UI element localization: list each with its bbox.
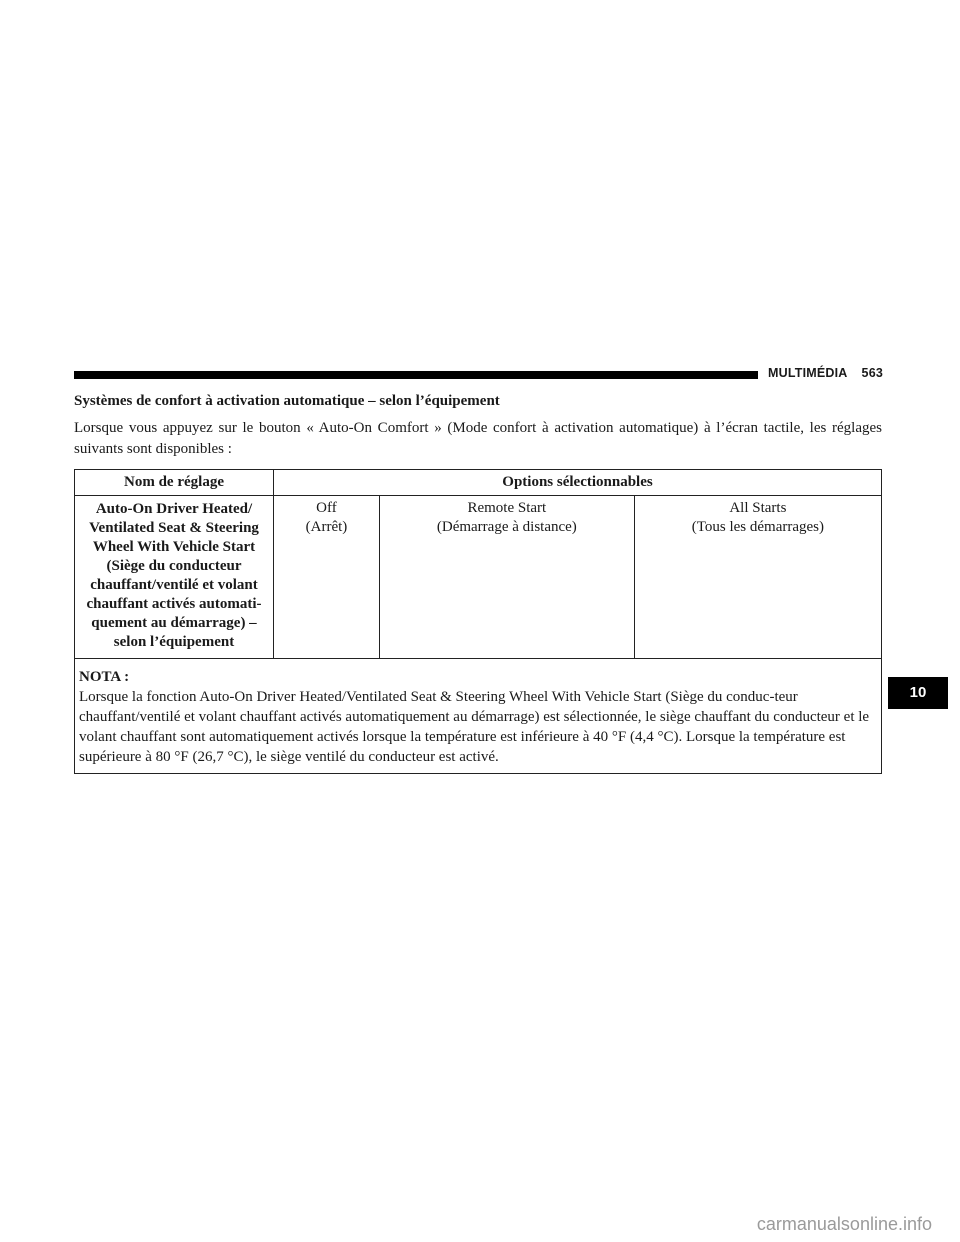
table-row [75, 496, 882, 659]
option-translation: (Arrêt) [305, 519, 348, 535]
settings-table [74, 469, 882, 774]
header-options: Options sélectionnables [274, 470, 882, 496]
header-rule [74, 371, 758, 379]
option-all-starts-cell [634, 496, 881, 659]
option-label: Remote Start [467, 500, 547, 516]
intro-paragraph: Lorsque vous appuyez sur le bouton « Auto-On Comfort » (Mode confort à activation automatique) à l’écran tactile, les réglages suivants sont disponibles : [74, 420, 882, 457]
watermark: carmanualsonline.info [756, 1214, 932, 1234]
chapter-tab: 10 [888, 677, 948, 709]
note-title: NOTA : [79, 669, 130, 685]
page-number: 563 [861, 366, 884, 380]
note-cell [75, 659, 882, 774]
setting-name-line: Wheel With Vehicle Start [92, 539, 256, 555]
setting-name-line: chauffant/ventilé et volant [90, 577, 258, 593]
running-header [768, 366, 883, 380]
note-row [75, 659, 882, 774]
setting-name-line: Ventilated Seat & Steering [89, 520, 259, 536]
note-text: Lorsque la fonction Auto-On Driver Heated/Ventilated Seat & Steering Wheel With Vehicle Start (Siège du conduc-teur chauffant/ventilé et volant chauffant activés automatiquement au démarrage) est sélectionnée, le siège chauffant du conducteur et le volant chauffant sont automatiquement activés lorsque la température est inférieure à 40 °F (4,4 °C). Lorsque la température est supérieure à 80 °F (26,7 °C), le siège ventilé du conducteur est activé. [79, 689, 870, 765]
option-translation: (Démarrage à distance) [436, 519, 577, 535]
table-header-row [75, 470, 882, 496]
option-translation: (Tous les démarrages) [691, 519, 824, 535]
option-off-cell [274, 496, 380, 659]
setting-name-line: chauffant activés automati- [86, 596, 262, 612]
setting-name-line: (Siège du conducteur [106, 558, 242, 574]
section-title: Systèmes de confort à activation automatique – selon l’équipement [74, 393, 500, 409]
header-setting-name: Nom de réglage [75, 470, 274, 496]
option-label: Off [316, 500, 337, 516]
setting-name-line: selon l’équipement [113, 634, 235, 650]
option-remote-start-cell [379, 496, 634, 659]
setting-name-line: Auto-On Driver Heated/ [95, 501, 253, 517]
header-section: MULTIMÉDIA [768, 366, 848, 380]
setting-name-cell [75, 496, 274, 659]
option-label: All Starts [729, 500, 787, 516]
setting-name-line: quement au démarrage) – [91, 615, 257, 631]
